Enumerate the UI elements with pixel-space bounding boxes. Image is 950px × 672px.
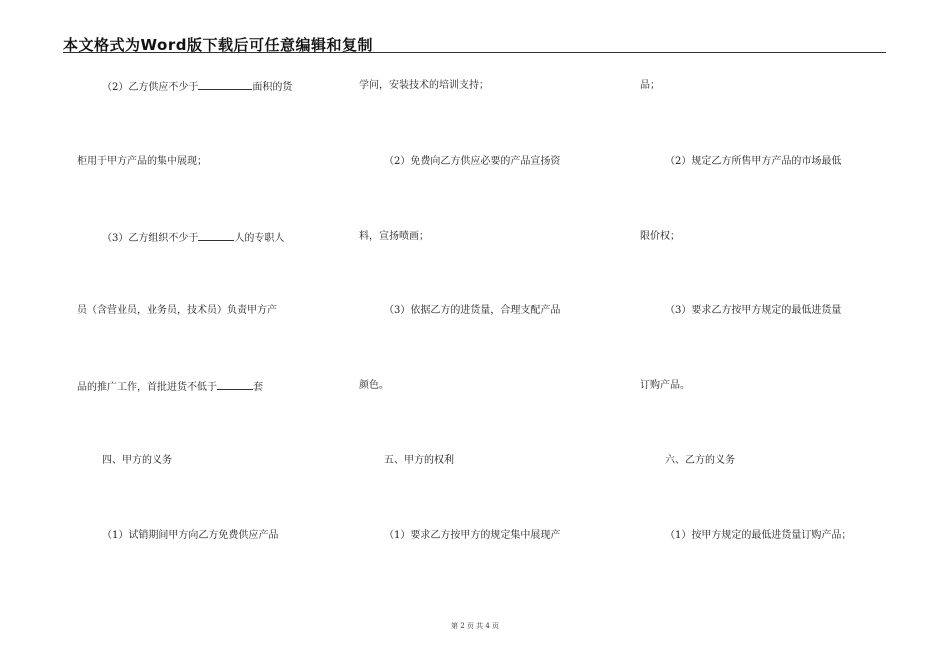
fill-in-blank <box>198 231 234 241</box>
text-line: 品的推广工作，首批进货不低于 套 <box>77 382 263 393</box>
section-heading: 六、乙方的义务 <box>665 455 735 466</box>
text-line: （3）乙方组织不少于 人的专职人 <box>102 233 285 244</box>
text-line: （3）要求乙方按甲方规定的最低进货量 <box>665 305 842 316</box>
text-line: 颜色。 <box>359 380 389 391</box>
section-heading: 四、甲方的义务 <box>102 455 172 466</box>
section-heading: 五、甲方的权利 <box>384 455 454 466</box>
fill-in-blank <box>217 380 253 390</box>
text-line: 品； <box>640 80 660 91</box>
text-line: 料，宣扬喷画； <box>359 231 429 242</box>
text-line: （2）规定乙方所售甲方产品的市场最低 <box>665 156 842 167</box>
document-header-title: 本文格式为Word版下载后可任意编辑和复制 <box>63 36 373 54</box>
text-line: （2）乙方供应不少于 面积的货 <box>102 82 293 93</box>
text-line: 柜用于甲方产品的集中展现； <box>77 156 207 167</box>
page-number-footer: 第 2 页 共 4 页 <box>450 622 500 630</box>
text-line: （1）按甲方规定的最低进货量订购产品； <box>665 530 852 541</box>
text-line: （1）要求乙方按甲方的规定集中展现产 <box>384 530 561 541</box>
text-line: 限价权； <box>640 231 680 242</box>
text-line: （3）依据乙方的进货量，合理支配产品 <box>384 305 561 316</box>
header-divider <box>63 52 886 53</box>
text-line: 员（含营业员，业务员，技术员）负责甲方产 <box>77 305 277 316</box>
text-line: （2）免费向乙方供应必要的产品宣扬资 <box>384 156 561 167</box>
text-line: 订购产品。 <box>640 380 690 391</box>
fill-in-blank <box>198 80 252 90</box>
text-line: （1）试销期间甲方向乙方免费供应产品 <box>102 530 279 541</box>
text-line: 学问，安装技术的培训支持； <box>359 80 489 91</box>
